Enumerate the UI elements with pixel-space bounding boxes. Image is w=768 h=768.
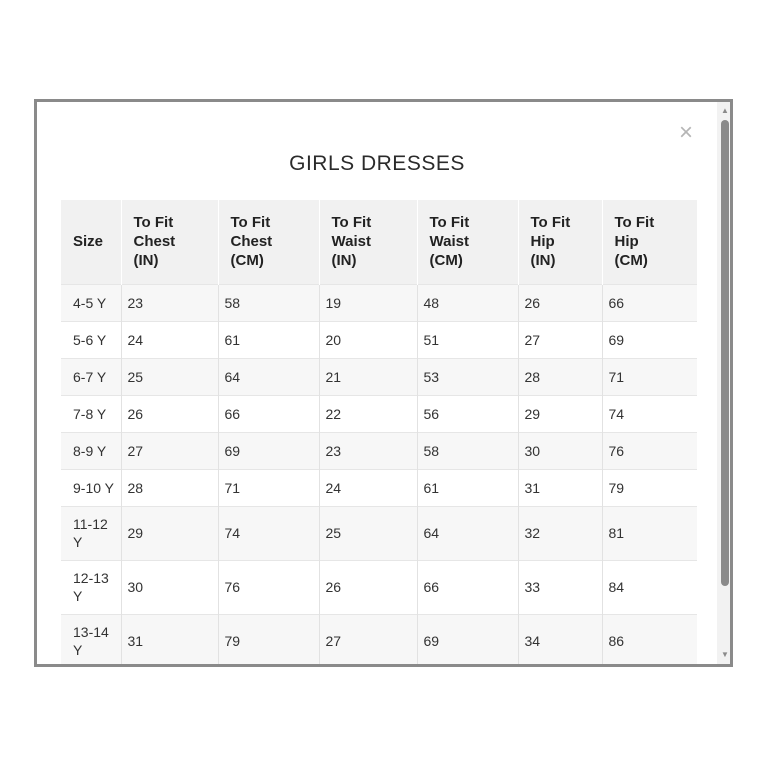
table-row [61, 432, 697, 469]
cell-waist-cm: 56 [417, 395, 518, 432]
cell-hip-cm: 84 [602, 560, 697, 614]
popup-window [34, 99, 733, 667]
cell-waist-in: 26 [319, 560, 417, 614]
cell-waist-cm: 58 [417, 432, 518, 469]
table-row [61, 506, 697, 560]
cell-waist-in: 24 [319, 469, 417, 506]
scroll-down-icon[interactable]: ▼ [721, 650, 729, 659]
cell-hip-cm: 86 [602, 614, 697, 664]
cell-size: 11-12 Y [61, 506, 121, 560]
cell-waist-cm: 48 [417, 284, 518, 321]
scroll-up-icon[interactable]: ▲ [721, 106, 729, 115]
cell-chest-cm: 71 [218, 469, 319, 506]
cell-waist-in: 20 [319, 321, 417, 358]
cell-chest-in: 26 [121, 395, 218, 432]
cell-size: 12-13 Y [61, 560, 121, 614]
cell-hip-cm: 79 [602, 469, 697, 506]
cell-hip-cm: 66 [602, 284, 697, 321]
cell-waist-in: 23 [319, 432, 417, 469]
cell-hip-cm: 76 [602, 432, 697, 469]
cell-waist-cm: 66 [417, 560, 518, 614]
modal-title: GIRLS DRESSES [289, 152, 465, 175]
size-chart-modal [37, 102, 717, 664]
header-size: Size [61, 200, 121, 284]
cell-chest-cm: 74 [218, 506, 319, 560]
table-header [61, 200, 697, 284]
cell-chest-in: 25 [121, 358, 218, 395]
cell-hip-in: 32 [518, 506, 602, 560]
cell-chest-cm: 58 [218, 284, 319, 321]
cell-chest-in: 23 [121, 284, 218, 321]
cell-hip-in: 33 [518, 560, 602, 614]
cell-waist-cm: 61 [417, 469, 518, 506]
table-row [61, 469, 697, 506]
cell-waist-cm: 64 [417, 506, 518, 560]
cell-chest-cm: 61 [218, 321, 319, 358]
cell-hip-cm: 69 [602, 321, 697, 358]
cell-hip-in: 28 [518, 358, 602, 395]
cell-hip-in: 26 [518, 284, 602, 321]
cell-chest-in: 30 [121, 560, 218, 614]
header-chest-cm: To Fit Chest (CM) [218, 200, 319, 284]
close-icon[interactable]: × [678, 119, 693, 146]
cell-waist-in: 21 [319, 358, 417, 395]
cell-size: 9-10 Y [61, 469, 121, 506]
cell-chest-cm: 79 [218, 614, 319, 664]
cell-hip-in: 27 [518, 321, 602, 358]
header-row [61, 200, 697, 284]
cell-chest-in: 31 [121, 614, 218, 664]
cell-chest-in: 24 [121, 321, 218, 358]
cell-waist-in: 27 [319, 614, 417, 664]
cell-size: 4-5 Y [61, 284, 121, 321]
header-chest-in: To Fit Chest (IN) [121, 200, 218, 284]
header-waist-in: To Fit Waist (IN) [319, 200, 417, 284]
header-waist-cm: To Fit Waist (CM) [417, 200, 518, 284]
cell-size: 6-7 Y [61, 358, 121, 395]
cell-size: 7-8 Y [61, 395, 121, 432]
cell-chest-cm: 69 [218, 432, 319, 469]
table-row [61, 614, 697, 664]
cell-chest-cm: 76 [218, 560, 319, 614]
cell-size: 5-6 Y [61, 321, 121, 358]
cell-chest-cm: 64 [218, 358, 319, 395]
cell-chest-in: 27 [121, 432, 218, 469]
size-chart-table [61, 200, 697, 664]
cell-size: 8-9 Y [61, 432, 121, 469]
table-row [61, 358, 697, 395]
vertical-scrollbar[interactable] [717, 102, 733, 664]
cell-chest-in: 28 [121, 469, 218, 506]
cell-hip-cm: 81 [602, 506, 697, 560]
scrollbar-thumb[interactable] [721, 120, 729, 586]
table-row [61, 321, 697, 358]
table-row [61, 284, 697, 321]
cell-waist-in: 25 [319, 506, 417, 560]
table-body [61, 284, 697, 664]
cell-waist-cm: 51 [417, 321, 518, 358]
cell-size: 13-14 Y [61, 614, 121, 664]
cell-hip-in: 34 [518, 614, 602, 664]
table-row [61, 395, 697, 432]
cell-waist-cm: 69 [417, 614, 518, 664]
cell-waist-cm: 53 [417, 358, 518, 395]
header-hip-in: To Fit Hip (IN) [518, 200, 602, 284]
cell-waist-in: 22 [319, 395, 417, 432]
cell-chest-in: 29 [121, 506, 218, 560]
cell-chest-cm: 66 [218, 395, 319, 432]
cell-hip-in: 29 [518, 395, 602, 432]
cell-hip-cm: 74 [602, 395, 697, 432]
cell-hip-in: 31 [518, 469, 602, 506]
header-hip-cm: To Fit Hip (CM) [614, 214, 655, 270]
cell-hip-in: 30 [518, 432, 602, 469]
table-row [61, 560, 697, 614]
cell-hip-cm: 71 [602, 358, 697, 395]
cell-waist-in: 19 [319, 284, 417, 321]
